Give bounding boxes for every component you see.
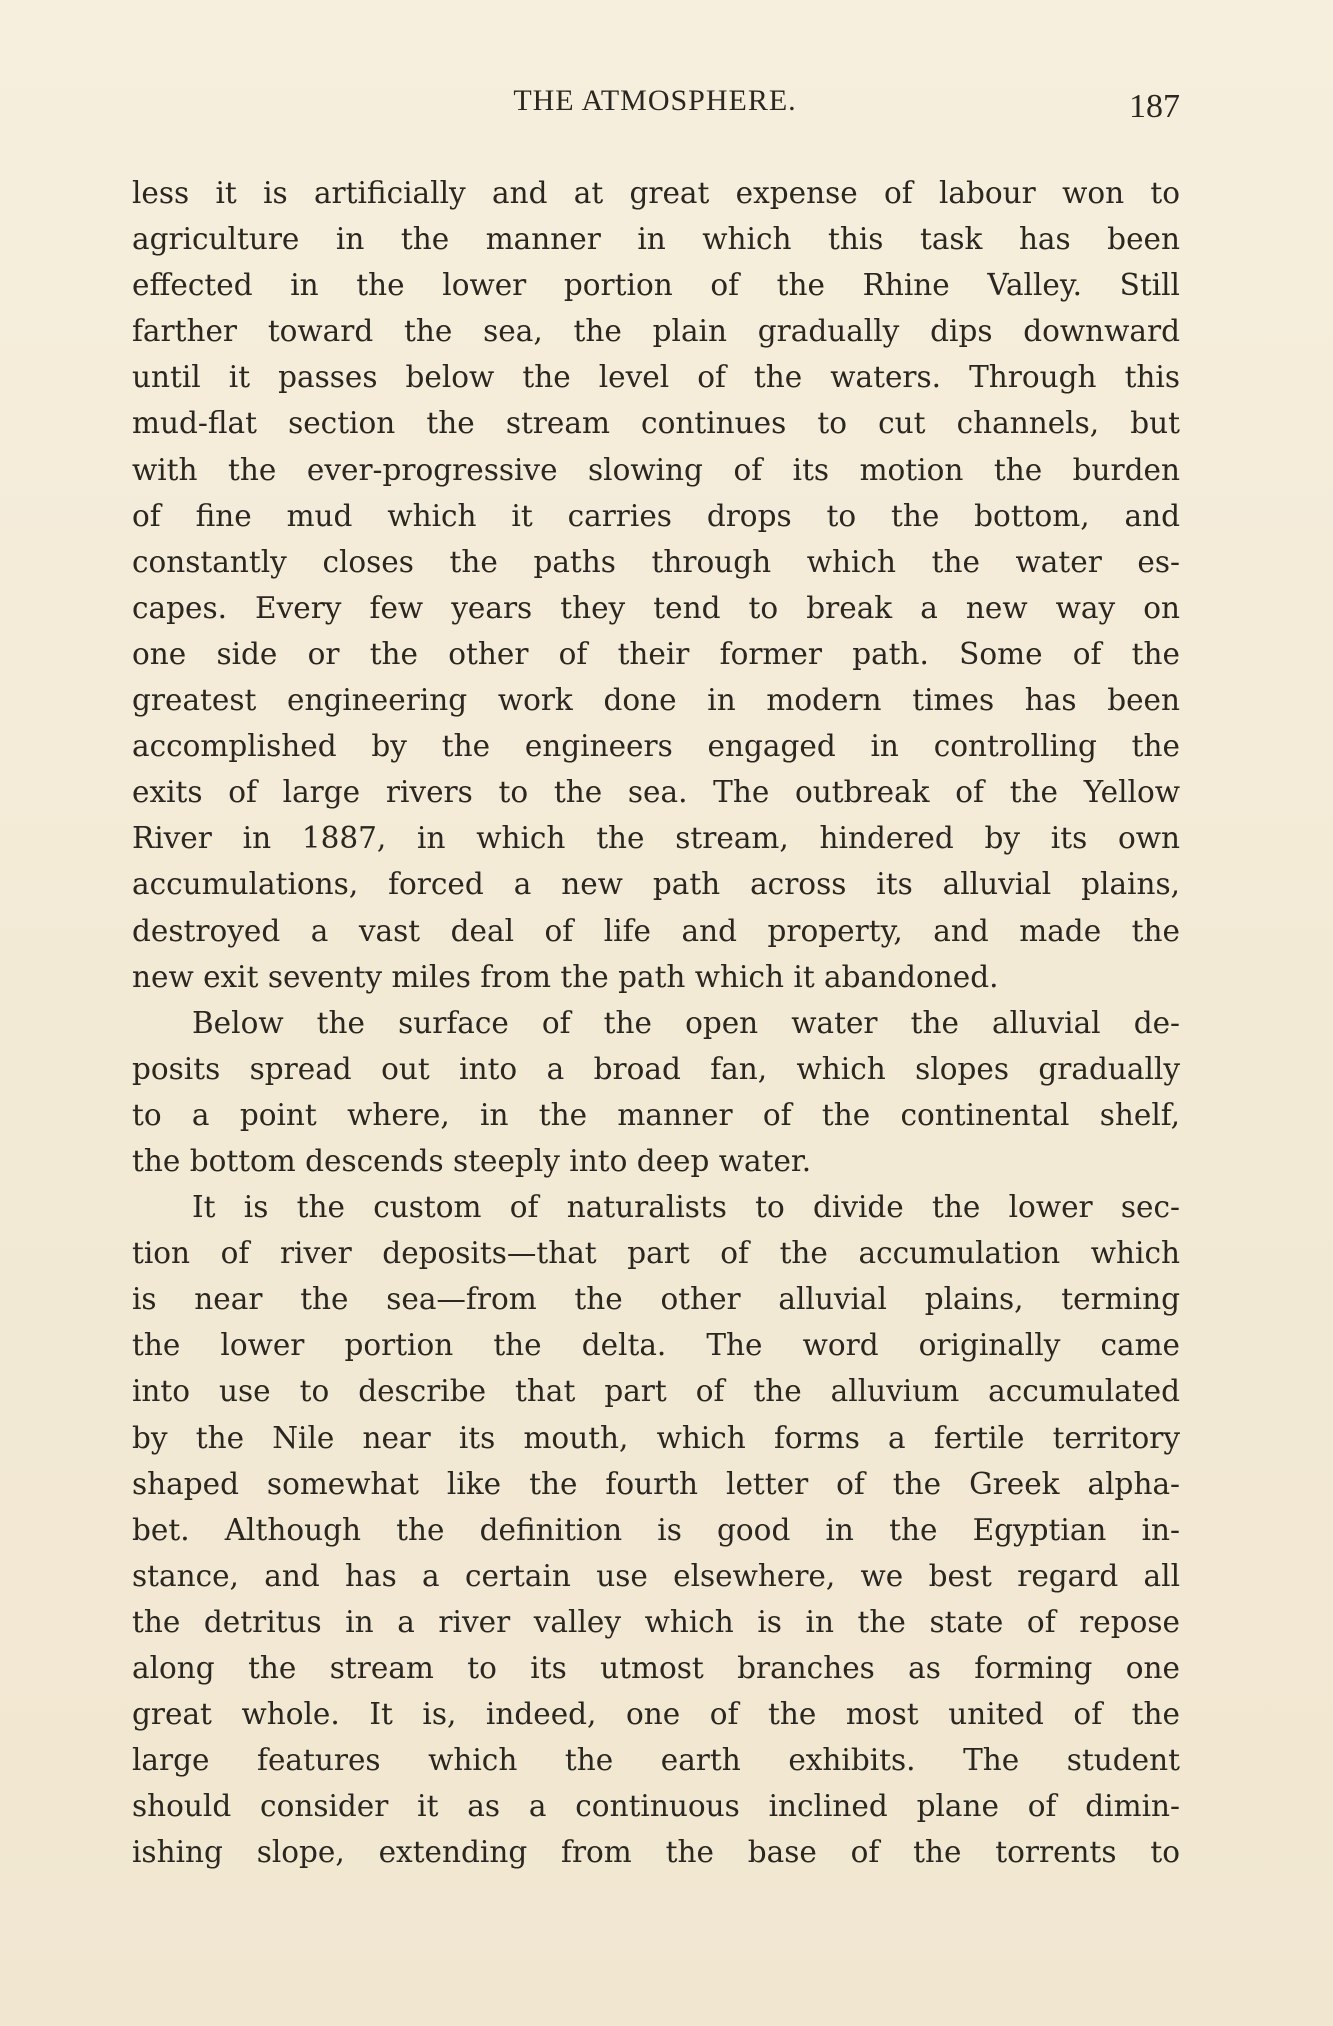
text-line: with the ever-progressive slowing of its motion the burden xyxy=(132,452,1180,487)
text-line: by the Nile near its mouth, which forms a fertile territory xyxy=(132,1420,1180,1455)
text-line: capes. Every few years they tend to break a new way on xyxy=(132,590,1180,625)
text-line: the detritus in a river valley which is in the state of repose xyxy=(132,1604,1180,1639)
text-line: less it is artificially and at great expense of labour won to xyxy=(132,176,1180,210)
text-line: new exit seventy miles from the path which it abandoned. xyxy=(132,959,999,994)
running-title: THE ATMOSPHERE. xyxy=(513,84,797,117)
text-line: tion of river deposits—that part of the accumulation which xyxy=(132,1236,1180,1271)
text-line: constantly closes the paths through which the water es- xyxy=(132,544,1180,579)
text-line: destroyed a vast deal of life and property, and made the xyxy=(132,913,1180,948)
text-line: into use to describe that part of the alluvium accumulated xyxy=(132,1374,1180,1409)
text-line: mud-flat section the stream continues to cut channels, but xyxy=(132,406,1180,441)
text-line: until it passes below the level of the waters. Through this xyxy=(132,360,1180,395)
text-line: It is the custom of naturalists to divide the lower sec- xyxy=(192,1190,1180,1225)
text-line: is near the sea—from the other alluvial plains, terming xyxy=(132,1282,1180,1317)
text-line: the bottom descends steeply into deep water. xyxy=(132,1143,812,1178)
text-line: should consider it as a continuous inclined plane of dimin- xyxy=(132,1789,1180,1824)
text-line: greatest engineering work done in modern times has been xyxy=(132,683,1180,718)
text-line: effected in the lower portion of the Rhine Valley. Still xyxy=(132,268,1180,303)
body-text xyxy=(132,170,1180,1875)
page-number: 187 xyxy=(1129,88,1180,125)
text-line: accumulations, forced a new path across its alluvial plains, xyxy=(132,867,1180,902)
text-line: the lower portion the delta. The word originally came xyxy=(132,1328,1180,1363)
text-line: great whole. It is, indeed, one of the most united of the xyxy=(132,1697,1180,1732)
text-line: shaped somewhat like the fourth letter of the Greek alpha- xyxy=(132,1466,1180,1501)
text-line: bet. Although the definition is good in the Egyptian in- xyxy=(132,1512,1180,1547)
text-line: of fine mud which it carries drops to the bottom, and xyxy=(132,498,1180,533)
text-line: River in 1887, in which the stream, hindered by its own xyxy=(132,821,1180,856)
text-line: stance, and has a certain use elsewhere, we best regard all xyxy=(132,1558,1180,1593)
text-line: Below the surface of the open water the alluvial de- xyxy=(192,1005,1180,1040)
text-line: exits of large rivers to the sea. The outbreak of the Yellow xyxy=(132,775,1180,810)
running-head xyxy=(130,78,1180,128)
text-line: farther toward the sea, the plain gradually dips downward xyxy=(132,314,1180,349)
text-line: ishing slope, extending from the base of the torrents to xyxy=(132,1835,1180,1870)
text-line: agriculture in the manner in which this task has been xyxy=(132,222,1180,257)
text-line: accomplished by the engineers engaged in controlling the xyxy=(132,729,1180,764)
text-line: along the stream to its utmost branches as forming one xyxy=(132,1651,1180,1685)
text-line: large features which the earth exhibits. The student xyxy=(132,1743,1180,1778)
text-line: to a point where, in the manner of the continental shelf, xyxy=(132,1097,1180,1132)
text-line: posits spread out into a broad fan, which slopes gradually xyxy=(132,1051,1180,1086)
text-line: one side or the other of their former path. Some of the xyxy=(132,636,1180,671)
